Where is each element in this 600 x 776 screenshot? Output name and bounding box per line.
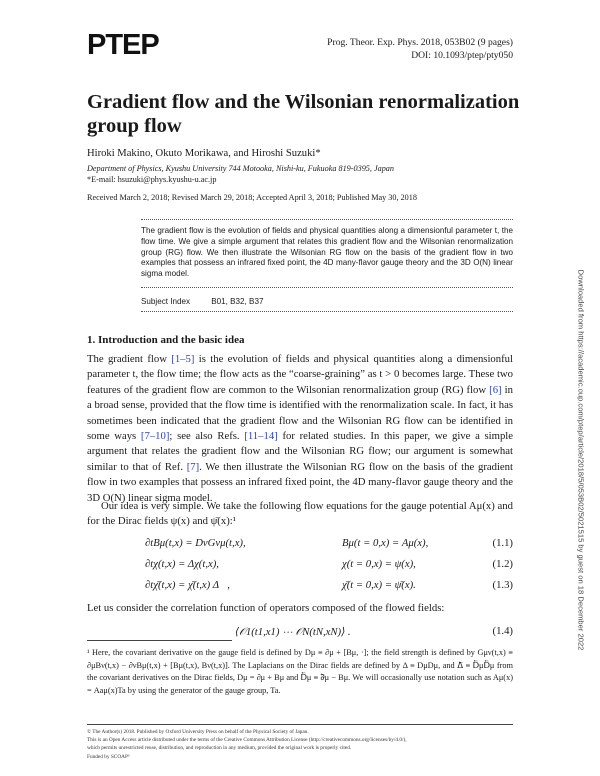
equation-lhs: ∂tBμ(t,x) = DνGνμ(t,x), xyxy=(145,537,246,549)
abstract: The gradient flow is the evolution of fields and physical quantities along a dimensionful parameter t, the flow time. We give a simple argument that relates this gradient flow and the Wilsonian renormalization group (RG) flow. We then illustrate the Wilsonian RG flow on the basis of the gradient flow in two examples that possess an infrared fixed point, the 4D many-flavor gauge theory and the 3D O(N) linear sigma model. xyxy=(141,226,513,279)
license-footer xyxy=(87,728,513,761)
subject-index-values: B01, B32, B37 xyxy=(211,297,264,306)
journal-logo xyxy=(87,28,177,62)
article-title: Gradient flow and the Wilsonian renormalization group flow xyxy=(87,91,520,137)
equation-1-2 xyxy=(87,558,513,572)
equation-1-1 xyxy=(87,537,513,551)
equation-1-4 xyxy=(87,625,513,639)
text-run: ; see also Refs. xyxy=(169,430,245,443)
text-run: . We then illustrate the Wilsonian RG flow on the basis of the gradient flow in two examples that possess an infrared fixed point, the 4D many-flavor gauge theory and the 3D O(N) linear sigma model. xyxy=(87,460,513,504)
text-run: in a broad sense, provided that the flow time is identified with the renormalization scale. In fact, it has sometimes been indicated that the gradient flow and the Wilsonian RG flow can be identified in some ways xyxy=(87,383,513,443)
download-watermark-text: Downloaded from https://academic.oup.com/ptep/article/2018/5/053B02/5021515 by guest on 18 December 2022 xyxy=(576,269,586,651)
copyright-line: © The Author(s) 2018. Published by Oxford University Press on behalf of the Physical Society of Japan. xyxy=(87,729,309,735)
citation-link[interactable]: [7] xyxy=(186,460,200,473)
paragraph-correlation: Let us consider the correlation function of operators composed of the flowed fields: xyxy=(87,602,445,614)
equation-number: (1.4) xyxy=(492,625,513,637)
publication-dates: Received March 2, 2018; Revised March 29, 2018; Accepted April 3, 2018; Published May 30, 2018 xyxy=(87,193,417,202)
equation-rhs: χ̄(t = 0,x) = ψ̄(x). xyxy=(342,579,416,591)
citation: Prog. Theor. Exp. Phys. 2018, 053B02 (9 pages) xyxy=(327,37,513,48)
funding-line: Funded by SCOAP³ xyxy=(87,753,130,760)
download-watermark xyxy=(576,180,586,740)
license-line[interactable]: This is an Open Access article distributed under the terms of the Creative Commons Attribution License (http://creativecommons.org/licenses/by/4.0/), xyxy=(87,737,407,744)
paragraph-idea: Our idea is very simple. We take the following flow equations for the gauge potential Aμ(x) and for the Dirac fields ψ(x) and ψ̄(x):¹ xyxy=(87,500,513,528)
affiliation: Department of Physics, Kyushu University 744 Motooka, Nishi-ku, Fukuoka 819-0395, Japan xyxy=(87,164,394,173)
equation-number: (1.1) xyxy=(492,537,513,549)
paragraph-intro xyxy=(87,352,513,506)
citation-link[interactable]: [6] xyxy=(489,383,502,396)
ptep-logo xyxy=(87,28,177,62)
text-run: is the evolution of fields and physical quantities along a dimensionful parameter t, the flow time; the flow acts as the “coarse-graining” as t > 0 becomes large. These two features of the gradient flow are common to the Wilsonian renormalization group (RG) flow xyxy=(87,353,513,396)
section-heading: 1. Introduction and the basic idea xyxy=(87,334,245,346)
citation-link[interactable]: [1–5] xyxy=(171,353,195,365)
equation-rhs: ⟨𝒪1(t1,x1) ⋯ 𝒪N(tN,xN)⟩ . xyxy=(235,626,351,638)
svg-text:PTEP: PTEP xyxy=(87,29,159,61)
abstract-top-rule xyxy=(141,219,513,220)
abstract-mid-rule xyxy=(141,287,513,288)
authors: Hiroki Makino, Okuto Morikawa, and Hiroshi Suzuki* xyxy=(87,148,321,159)
footer-rule xyxy=(87,724,513,725)
citation-link[interactable]: [11–14] xyxy=(244,430,278,443)
equation-number: (1.3) xyxy=(492,579,513,591)
text-run: The gradient flow xyxy=(87,353,172,365)
equation-1-3 xyxy=(87,579,513,593)
citation-header xyxy=(327,36,513,62)
abstract-bottom-rule xyxy=(141,311,513,312)
doi-link[interactable]: DOI: 10.1093/ptep/pty050 xyxy=(411,50,513,61)
text-run: for related studies. In this paper, we give a simple argument that relates the gradient flow and the Wilsonian RG flow; our argument is somewhat similar to that of Ref. xyxy=(87,430,514,473)
equation-number: (1.2) xyxy=(492,558,513,570)
citation-link[interactable]: [7–10] xyxy=(140,430,170,443)
equation-lhs: ∂tχ(t,x) = Δχ(t,x), xyxy=(145,558,219,570)
equation-lhs: ∂tχ̄(t,x) = χ̄(t,x) Δ⃖, xyxy=(145,579,230,591)
subject-index xyxy=(141,297,263,306)
reuse-line: which permits unrestricted reuse, distribution, and reproduction in any medium, provided the original work is properly cited. xyxy=(87,745,352,752)
footnote: ¹ Here, the covariant derivative on the gauge field is defined by Dμ ≡ ∂μ + [Bμ, ·]; the field strength is defined by Gμν(t,x) ≡ ∂μBν(t,x) − ∂νBμ(t,x) + [Bμ(t,x), Bν(t,x)]. The Laplacians on the Dirac fields are defined by Δ ≡ DμDμ, and Δ⃖ ≡ D⃖μD⃖μ from the covariant derivatives on the Dirac fields, Dμ = ∂μ + Bμ and D⃖μ ≡ ∂⃖μ − Bμ. We will occasionally use notation such as Aμ(x) = Aaμ(x)Ta by using the generator of the gauge group, Ta. xyxy=(87,648,513,695)
subject-index-label: Subject Index xyxy=(141,297,191,306)
footnote-rule xyxy=(87,640,232,641)
equation-rhs: Bμ(t = 0,x) = Aμ(x), xyxy=(342,537,429,549)
author-email[interactable]: *E-mail: hsuzuki@phys.kyushu-u.ac.jp xyxy=(87,175,217,184)
equation-rhs: χ(t = 0,x) = ψ(x), xyxy=(342,558,416,570)
